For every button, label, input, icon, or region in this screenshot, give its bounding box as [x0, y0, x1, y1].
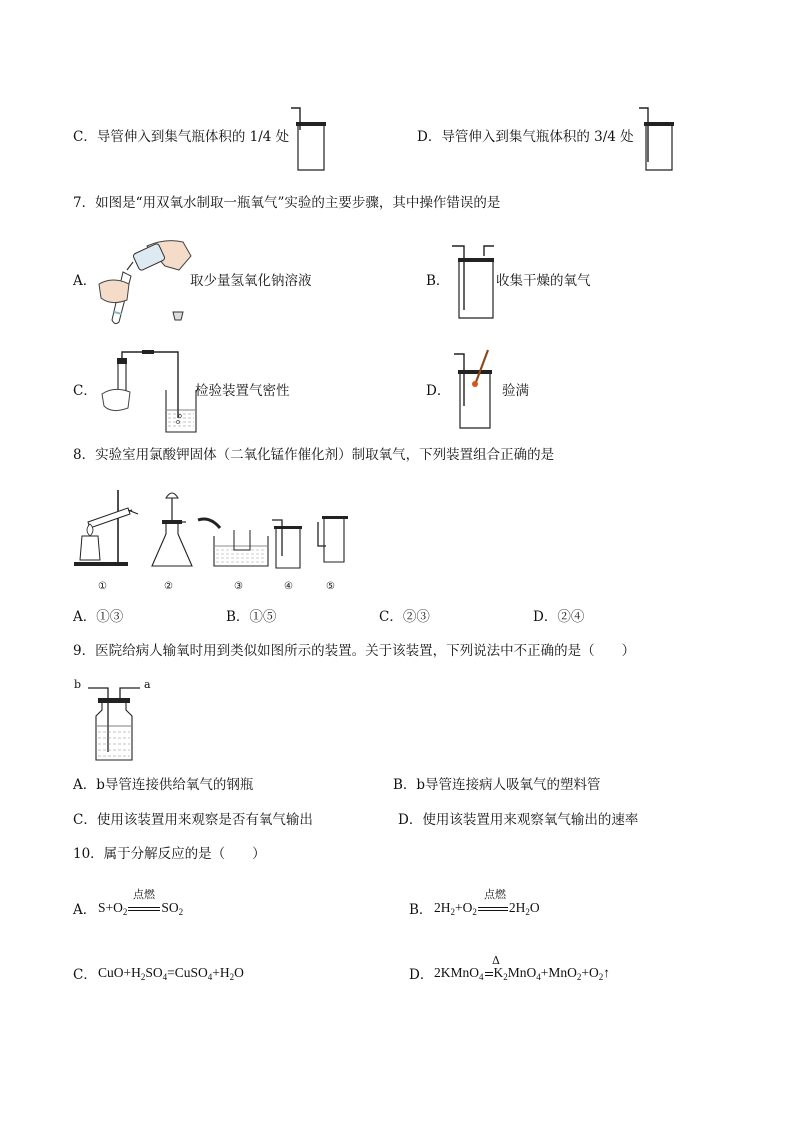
q10-d-condition: Δ: [492, 954, 500, 967]
q7-d-letter: D．: [426, 383, 451, 399]
q7-d-text: 验满: [502, 383, 529, 399]
q10-b-equation: $2H_2+O_2$ $2H_2O$: [434, 900, 540, 917]
q6-option-c: C．导管伸入到集气瓶体积的 1/4 处: [73, 129, 290, 145]
q8-option-b: B．①⑤: [226, 609, 277, 625]
q10-b-letter: B．: [409, 902, 433, 918]
q10-d-equation: 2KMnO$_4$ $K_2MnO_4+MnO_2+O_2↑$: [434, 965, 611, 982]
oxygen-humidifier-figure: [84, 680, 144, 762]
q10-d-letter: D．: [409, 967, 434, 983]
q7-a-letter: A．: [73, 273, 97, 289]
q7-c-letter: C．: [73, 383, 97, 399]
q9-option-c: C．使用该装置用来观察是否有氧气输出: [73, 812, 313, 828]
q8-option-a: A．①③: [73, 609, 124, 625]
q10-c-equation: $CuO+H_2SO_4=CuSO_4+H_2O$: [98, 965, 244, 982]
q10-c-letter: C．: [73, 967, 97, 983]
q7-c-text: 检验装置气密性: [195, 383, 290, 399]
apparatus-set-figure: [74, 486, 354, 570]
q8-label-4: ④: [284, 581, 293, 592]
q7-a-text: 取少量氢氧化钠溶液: [190, 273, 312, 289]
gas-bottle-tube-deep-figure: [636, 104, 680, 172]
q8-label-3: ③: [234, 581, 243, 592]
q10-a-condition: 点燃: [133, 888, 155, 901]
q9-option-b: B．b导管连接病人吸氧气的塑料管: [393, 777, 601, 793]
q6-option-d: D．导管伸入到集气瓶体积的 3/4 处: [417, 129, 634, 145]
q8-stem: 8．实验室用氯酸钾固体（二氧化锰作催化剂）制取氧气，下列装置组合正确的是: [73, 447, 555, 463]
q9-label-b: b: [74, 678, 82, 691]
q10-a-letter: A．: [73, 902, 97, 918]
q9-option-d: D．使用该装置用来观察氧气输出的速率: [398, 812, 639, 828]
q8-option-c: C．②③: [379, 609, 430, 625]
q8-option-d: D．②④: [533, 609, 585, 625]
q10-stem: 10．属于分解反应的是（ ）: [73, 846, 266, 862]
q8-label-5: ⑤: [326, 581, 335, 592]
q10-b-condition: 点燃: [484, 888, 506, 901]
q9-option-a: A．b导管连接供给氧气的钢瓶: [73, 777, 254, 793]
pouring-solution-figure: [95, 236, 195, 328]
q7-b-text: 收集干燥的氧气: [496, 273, 591, 289]
q8-label-1: ①: [98, 581, 107, 592]
q7-stem: 7．如图是“用双氧水制取一瓶氧气”实验的主要步骤，其中操作错误的是: [73, 195, 501, 211]
q10-a-equation: $S+O_2$ $SO_2$: [98, 900, 184, 917]
q9-stem: 9．医院给病人输氧时用到类似如图所示的装置。关于该装置，下列说法中不正确的是（ ）: [73, 643, 636, 659]
check-full-figure: [452, 346, 500, 430]
q9-label-a: a: [144, 678, 151, 691]
q7-b-letter: B．: [426, 273, 450, 289]
gas-bottle-tube-quarter-figure: [288, 104, 332, 172]
collect-dry-oxygen-figure: [450, 240, 500, 320]
airtightness-check-figure: [96, 348, 200, 434]
q8-label-2: ②: [164, 581, 173, 592]
